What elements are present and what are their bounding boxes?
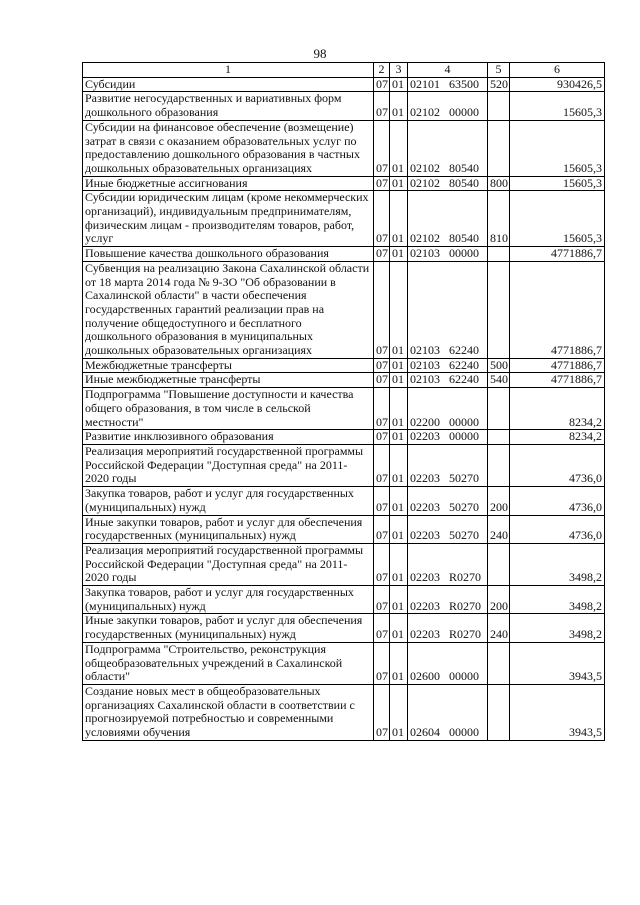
expense-type-cell: 200 bbox=[488, 487, 510, 515]
subsection-code-cell: 01 bbox=[390, 586, 408, 614]
table-row bbox=[83, 614, 605, 642]
amount-cell: 3498,2 bbox=[510, 586, 605, 614]
program-code: 02203 bbox=[410, 429, 440, 444]
target-article-cell bbox=[408, 77, 488, 92]
amount-cell: 4736,0 bbox=[510, 444, 605, 486]
subsection-code-cell: 01 bbox=[390, 92, 408, 120]
table-row bbox=[83, 444, 605, 486]
table-row bbox=[83, 586, 605, 614]
table-row bbox=[83, 388, 605, 430]
table-row bbox=[83, 92, 605, 120]
subsection-code-cell: 01 bbox=[390, 358, 408, 373]
subsection-code-cell: 01 bbox=[390, 515, 408, 543]
table-row bbox=[83, 176, 605, 191]
section-code-cell: 07 bbox=[374, 247, 390, 262]
program-code: 02102 bbox=[410, 176, 440, 190]
section-code-cell: 07 bbox=[374, 191, 390, 247]
program-code: 02102 bbox=[410, 160, 440, 175]
expense-type-cell bbox=[488, 261, 510, 358]
row-name-cell: Межбюджетные трансферты bbox=[83, 358, 374, 373]
expense-type-cell: 800 bbox=[488, 176, 510, 191]
row-name-cell: Развитие негосударственных и вариативных форм дошкольного образования bbox=[83, 92, 374, 120]
table-row bbox=[83, 642, 605, 684]
table-header-row bbox=[83, 63, 605, 78]
column-header-1: 1 bbox=[83, 63, 374, 78]
section-code-cell: 07 bbox=[374, 388, 390, 430]
section-code-cell: 07 bbox=[374, 358, 390, 373]
direction-code: 00000 bbox=[449, 669, 479, 684]
program-code: 02203 bbox=[410, 598, 440, 613]
subsection-code-cell: 01 bbox=[390, 191, 408, 247]
expense-type-cell bbox=[488, 247, 510, 262]
expense-type-cell bbox=[488, 120, 510, 176]
page-number: 98 bbox=[313, 46, 327, 61]
column-header-5: 5 bbox=[488, 63, 510, 78]
amount-cell: 4736,0 bbox=[510, 515, 605, 543]
amount-cell: 3943,5 bbox=[510, 684, 605, 740]
section-code-cell: 07 bbox=[374, 120, 390, 176]
amount-cell: 930426,5 bbox=[510, 77, 605, 92]
target-article-cell bbox=[408, 388, 488, 430]
section-code-cell: 07 bbox=[374, 92, 390, 120]
section-code-cell: 07 bbox=[374, 373, 390, 388]
column-header-3: 3 bbox=[390, 63, 408, 78]
amount-cell: 4771886,7 bbox=[510, 358, 605, 373]
direction-code: 80540 bbox=[449, 231, 479, 246]
program-code: 02103 bbox=[410, 372, 440, 387]
table-row bbox=[83, 543, 605, 585]
row-name-cell: Субсидии юридическим лицам (кроме некоммерческих организаций), индивидуальным предпринимателям, физическим лицам - производителям товаров, работ, услуг bbox=[83, 191, 374, 247]
table-row bbox=[83, 430, 605, 445]
direction-code: R0270 bbox=[449, 570, 482, 585]
expense-type-cell: 810 bbox=[488, 191, 510, 247]
row-name-cell: Подпрограмма "Строительство, реконструкция общеобразовательных учреждений в Сахалинской области" bbox=[83, 642, 374, 684]
subsection-code-cell: 01 bbox=[390, 430, 408, 445]
column-header-4: 4 bbox=[408, 63, 488, 78]
amount-cell: 4736,0 bbox=[510, 487, 605, 515]
target-article-cell bbox=[408, 515, 488, 543]
target-article-cell bbox=[408, 487, 488, 515]
table-row bbox=[83, 515, 605, 543]
section-code-cell: 07 bbox=[374, 430, 390, 445]
row-name-cell: Иные бюджетные ассигнования bbox=[83, 176, 374, 191]
row-name-cell: Субсидии bbox=[83, 77, 374, 92]
direction-code: 50270 bbox=[449, 499, 479, 514]
expense-type-cell bbox=[488, 388, 510, 430]
target-article-cell bbox=[408, 642, 488, 684]
target-article-cell bbox=[408, 373, 488, 388]
row-name-cell: Создание новых мест в общеобразовательных организациях Сахалинской области в соответствии с прогнозируемой потребностью и современными условиями обучения bbox=[83, 684, 374, 740]
table-row bbox=[83, 358, 605, 373]
subsection-code-cell: 01 bbox=[390, 261, 408, 358]
target-article-cell bbox=[408, 261, 488, 358]
table-row bbox=[83, 247, 605, 262]
program-code: 02203 bbox=[410, 570, 440, 585]
column-header-6: 6 bbox=[510, 63, 605, 78]
section-code-cell: 07 bbox=[374, 684, 390, 740]
section-code-cell: 07 bbox=[374, 487, 390, 515]
subsection-code-cell: 01 bbox=[390, 247, 408, 262]
expense-type-cell bbox=[488, 642, 510, 684]
direction-code: R0270 bbox=[449, 627, 482, 642]
expense-type-cell: 240 bbox=[488, 614, 510, 642]
section-code-cell: 07 bbox=[374, 444, 390, 486]
table-body bbox=[83, 77, 605, 740]
direction-code: 00000 bbox=[449, 105, 479, 120]
row-name-cell: Закупка товаров, работ и услуг для государственных (муниципальных) нужд bbox=[83, 586, 374, 614]
direction-code: 00000 bbox=[449, 429, 479, 444]
direction-code: 50270 bbox=[449, 471, 479, 486]
section-code-cell: 07 bbox=[374, 261, 390, 358]
section-code-cell: 07 bbox=[374, 586, 390, 614]
target-article-cell bbox=[408, 176, 488, 191]
amount-cell: 8234,2 bbox=[510, 430, 605, 445]
expense-type-cell: 240 bbox=[488, 515, 510, 543]
section-code-cell: 07 bbox=[374, 543, 390, 585]
section-code-cell: 07 bbox=[374, 77, 390, 92]
target-article-cell bbox=[408, 614, 488, 642]
expense-type-cell bbox=[488, 684, 510, 740]
direction-code: R0270 bbox=[449, 598, 482, 613]
row-name-cell: Иные закупки товаров, работ и услуг для обеспечения государственных (муниципальных) нужд bbox=[83, 614, 374, 642]
amount-cell: 15605,3 bbox=[510, 92, 605, 120]
subsection-code-cell: 01 bbox=[390, 373, 408, 388]
amount-cell: 4771886,7 bbox=[510, 261, 605, 358]
expense-type-cell bbox=[488, 92, 510, 120]
target-article-cell bbox=[408, 120, 488, 176]
amount-cell: 15605,3 bbox=[510, 120, 605, 176]
subsection-code-cell: 01 bbox=[390, 444, 408, 486]
program-code: 02103 bbox=[410, 358, 440, 372]
expense-type-cell: 520 bbox=[488, 77, 510, 92]
program-code: 02203 bbox=[410, 528, 440, 543]
budget-table bbox=[82, 62, 605, 741]
table-row bbox=[83, 684, 605, 740]
column-header-2: 2 bbox=[374, 63, 390, 78]
expense-type-cell bbox=[488, 430, 510, 445]
row-name-cell: Субвенция на реализацию Закона Сахалинской области от 18 марта 2014 года № 9-ЗО "Об образовании в Сахалинской области" в части обеспечения государственных гарантий реализации прав на получение общедоступного и бесплатного дошкольного образования в муниципальных дошкольных образовательных организациях bbox=[83, 261, 374, 358]
program-code: 02103 bbox=[410, 246, 440, 261]
target-article-cell bbox=[408, 92, 488, 120]
row-name-cell: Субсидии на финансовое обеспечение (возмещение) затрат в связи с оказанием образовательных услуг по предоставлению дошкольного образования в частных дошкольных образовательных организациях bbox=[83, 120, 374, 176]
direction-code: 00000 bbox=[449, 725, 479, 740]
target-article-cell bbox=[408, 586, 488, 614]
direction-code: 50270 bbox=[449, 528, 479, 543]
expense-type-cell: 500 bbox=[488, 358, 510, 373]
direction-code: 63500 bbox=[449, 77, 479, 91]
target-article-cell bbox=[408, 247, 488, 262]
row-name-cell: Иные закупки товаров, работ и услуг для обеспечения государственных (муниципальных) нужд bbox=[83, 515, 374, 543]
row-name-cell: Повышение качества дошкольного образования bbox=[83, 247, 374, 262]
program-code: 02604 bbox=[410, 725, 440, 740]
program-code: 02203 bbox=[410, 499, 440, 514]
amount-cell: 3498,2 bbox=[510, 614, 605, 642]
subsection-code-cell: 01 bbox=[390, 642, 408, 684]
amount-cell: 4771886,7 bbox=[510, 373, 605, 388]
direction-code: 62240 bbox=[449, 343, 479, 358]
expense-type-cell: 540 bbox=[488, 373, 510, 388]
target-article-cell bbox=[408, 358, 488, 373]
subsection-code-cell: 01 bbox=[390, 77, 408, 92]
section-code-cell: 07 bbox=[374, 642, 390, 684]
program-code: 02103 bbox=[410, 343, 440, 358]
amount-cell: 8234,2 bbox=[510, 388, 605, 430]
amount-cell: 15605,3 bbox=[510, 176, 605, 191]
subsection-code-cell: 01 bbox=[390, 176, 408, 191]
table-row bbox=[83, 77, 605, 92]
amount-cell: 3943,5 bbox=[510, 642, 605, 684]
program-code: 02102 bbox=[410, 231, 440, 246]
row-name-cell: Развитие инклюзивного образования bbox=[83, 430, 374, 445]
expense-type-cell: 200 bbox=[488, 586, 510, 614]
table-row bbox=[83, 191, 605, 247]
program-code: 02102 bbox=[410, 105, 440, 120]
direction-code: 80540 bbox=[449, 160, 479, 175]
subsection-code-cell: 01 bbox=[390, 543, 408, 585]
subsection-code-cell: 01 bbox=[390, 487, 408, 515]
table-row bbox=[83, 120, 605, 176]
program-code: 02600 bbox=[410, 669, 440, 684]
program-code: 02200 bbox=[410, 414, 440, 429]
subsection-code-cell: 01 bbox=[390, 388, 408, 430]
table-row bbox=[83, 261, 605, 358]
subsection-code-cell: 01 bbox=[390, 614, 408, 642]
section-code-cell: 07 bbox=[374, 614, 390, 642]
direction-code: 62240 bbox=[449, 358, 479, 372]
subsection-code-cell: 01 bbox=[390, 120, 408, 176]
section-code-cell: 07 bbox=[374, 515, 390, 543]
amount-cell: 15605,3 bbox=[510, 191, 605, 247]
target-article-cell bbox=[408, 684, 488, 740]
direction-code: 00000 bbox=[449, 246, 479, 261]
row-name-cell: Иные межбюджетные трансферты bbox=[83, 373, 374, 388]
amount-cell: 3498,2 bbox=[510, 543, 605, 585]
target-article-cell bbox=[408, 444, 488, 486]
table-row bbox=[83, 487, 605, 515]
target-article-cell bbox=[408, 191, 488, 247]
expense-type-cell bbox=[488, 444, 510, 486]
direction-code: 80540 bbox=[449, 176, 479, 190]
table-row bbox=[83, 373, 605, 388]
section-code-cell: 07 bbox=[374, 176, 390, 191]
program-code: 02203 bbox=[410, 471, 440, 486]
row-name-cell: Реализация мероприятий государственной программы Российской Федерации "Доступная среда" на 2011-2020 годы bbox=[83, 543, 374, 585]
program-code: 02203 bbox=[410, 627, 440, 642]
expense-type-cell bbox=[488, 543, 510, 585]
row-name-cell: Закупка товаров, работ и услуг для государственных (муниципальных) нужд bbox=[83, 487, 374, 515]
target-article-cell bbox=[408, 430, 488, 445]
subsection-code-cell: 01 bbox=[390, 684, 408, 740]
program-code: 02101 bbox=[410, 77, 440, 91]
row-name-cell: Подпрограмма "Повышение доступности и качества общего образования, в том числе в сельской местности" bbox=[83, 388, 374, 430]
target-article-cell bbox=[408, 543, 488, 585]
amount-cell: 4771886,7 bbox=[510, 247, 605, 262]
direction-code: 00000 bbox=[449, 414, 479, 429]
direction-code: 62240 bbox=[449, 372, 479, 387]
row-name-cell: Реализация мероприятий государственной программы Российской Федерации "Доступная среда" на 2011-2020 годы bbox=[83, 444, 374, 486]
